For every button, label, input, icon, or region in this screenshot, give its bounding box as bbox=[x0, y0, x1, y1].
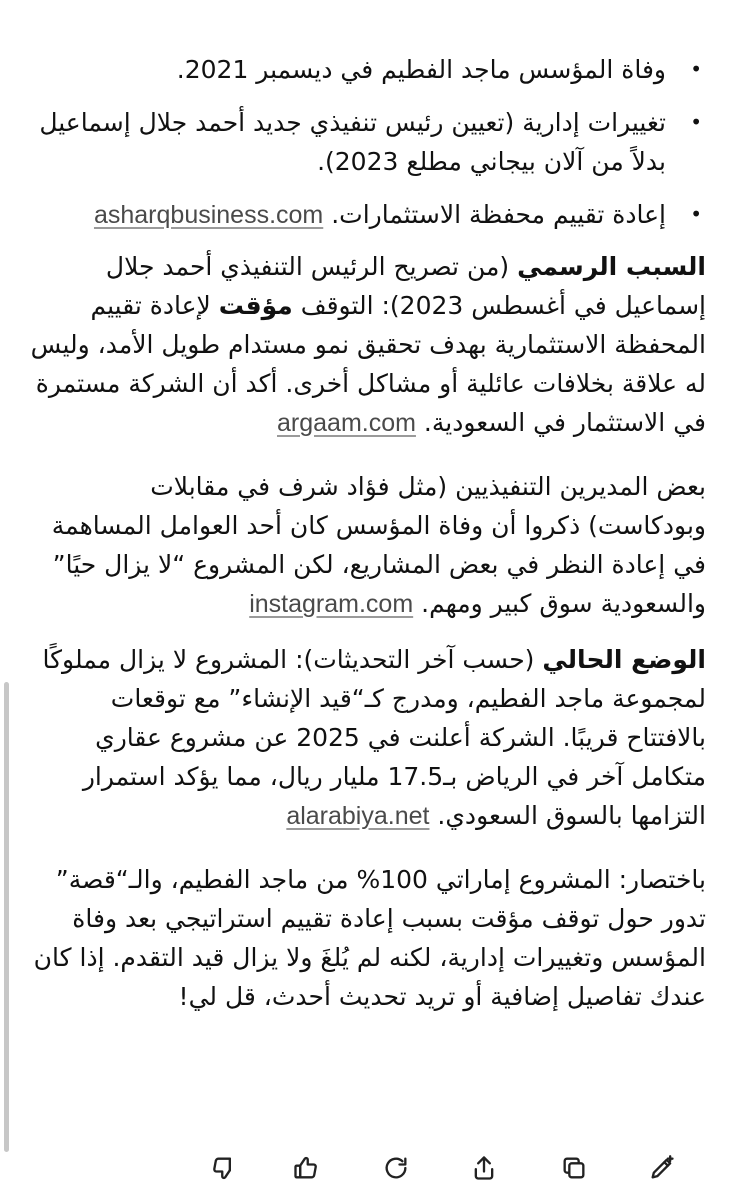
source-link[interactable]: instagram.com bbox=[249, 590, 414, 618]
edit-icon bbox=[648, 1154, 676, 1182]
official-reason-label: السبب الرسمي bbox=[517, 252, 706, 281]
official-reason-text: (من تصريح الرئيس التنفيذي أحمد جلال إسماعيل في أغسطس 2023): التوقف bbox=[105, 252, 706, 320]
scrollbar[interactable] bbox=[4, 682, 9, 1152]
share-button[interactable] bbox=[464, 1148, 504, 1188]
bullet-text: تغييرات إدارية (تعيين رئيس تنفيذي جديد أحمد جلال إسماعيل بدلاً من آلان بيجاني مطلع 2023). bbox=[39, 108, 666, 176]
executives-text: بعض المديرين التنفيذيين (مثل فؤاد شرف في مقابلات وبودكاست) ذكروا أن وفاة المؤسس كان أحد العوامل المساهمة في إعادة النظر في بعض المشاريع، لكن المشروع “لا يزال حيًا” والسعودية سوق كبير ومهم. bbox=[51, 472, 706, 618]
source-link[interactable]: asharqbusiness.com bbox=[93, 201, 324, 229]
summary-text: باختصار: المشروع إماراتي 100% من ماجد الفطيم، والـ“قصة” تدور حول توقف مؤقت بسبب إعادة تقييم استراتيجي بعد وفاة المؤسس وتغييرات إدارية، لكنه لم يُلغَ ولا يزال قيد التقدم. إذا كان عندك تفاصيل إضافية أو تريد تحديث أحدث، قل لي! bbox=[33, 865, 706, 1011]
bullet-list bbox=[26, 50, 706, 235]
source-link[interactable]: argaam.com bbox=[277, 409, 416, 437]
thumbs-down-icon bbox=[210, 1154, 238, 1182]
thumbs-up-button[interactable] bbox=[286, 1148, 326, 1188]
bullet-icon: • bbox=[690, 110, 702, 134]
summary-paragraph bbox=[26, 860, 706, 1016]
bullet-icon: • bbox=[690, 57, 702, 81]
response-content bbox=[26, 0, 706, 1016]
thumbs-up-icon bbox=[292, 1154, 320, 1182]
official-reason-text-2: لإعادة تقييم المحفظة الاستثمارية بهدف تحقيق نمو مستدام طويل الأمد، وليس له علاقة بخلافات عائلية أو مشاكل أخرى. أكد أن الشركة مستمرة في الاستثمار في السعودية. bbox=[30, 291, 706, 437]
current-status-text: (حسب آخر التحديثات): المشروع لا يزال مملوكًا لمجموعة ماجد الفطيم، ومدرج كـ“قيد الإنشاء” مع توقعات بالافتتاح قريبًا. الشركة أعلنت في 2025 عن مشروع عقاري متكامل آخر في الرياض بـ17.5 مليار ريال، مما يؤكد استمرار التزامها بالسوق السعودي. bbox=[42, 645, 706, 830]
list-item bbox=[26, 103, 706, 181]
list-item bbox=[26, 50, 706, 89]
temporary-emphasis: مؤقت bbox=[218, 291, 293, 320]
share-icon bbox=[470, 1154, 498, 1182]
executives-paragraph bbox=[26, 467, 706, 624]
current-status-label: الوضع الحالي bbox=[542, 645, 706, 674]
message-actions bbox=[0, 1148, 730, 1188]
bullet-icon: • bbox=[690, 202, 702, 226]
regenerate-button[interactable] bbox=[376, 1148, 416, 1188]
source-link[interactable]: alarabiya.net bbox=[286, 802, 430, 830]
bullet-text: وفاة المؤسس ماجد الفطيم في ديسمبر 2021. bbox=[176, 55, 666, 84]
edit-button[interactable] bbox=[642, 1148, 682, 1188]
regenerate-icon bbox=[382, 1154, 410, 1182]
official-reason-paragraph bbox=[26, 247, 706, 443]
copy-button[interactable] bbox=[554, 1148, 594, 1188]
thumbs-down-button[interactable] bbox=[204, 1148, 244, 1188]
current-status-paragraph bbox=[26, 640, 706, 836]
bullet-text: إعادة تقييم محفظة الاستثمارات. bbox=[331, 200, 666, 229]
copy-icon bbox=[560, 1154, 588, 1182]
list-item bbox=[26, 195, 706, 235]
